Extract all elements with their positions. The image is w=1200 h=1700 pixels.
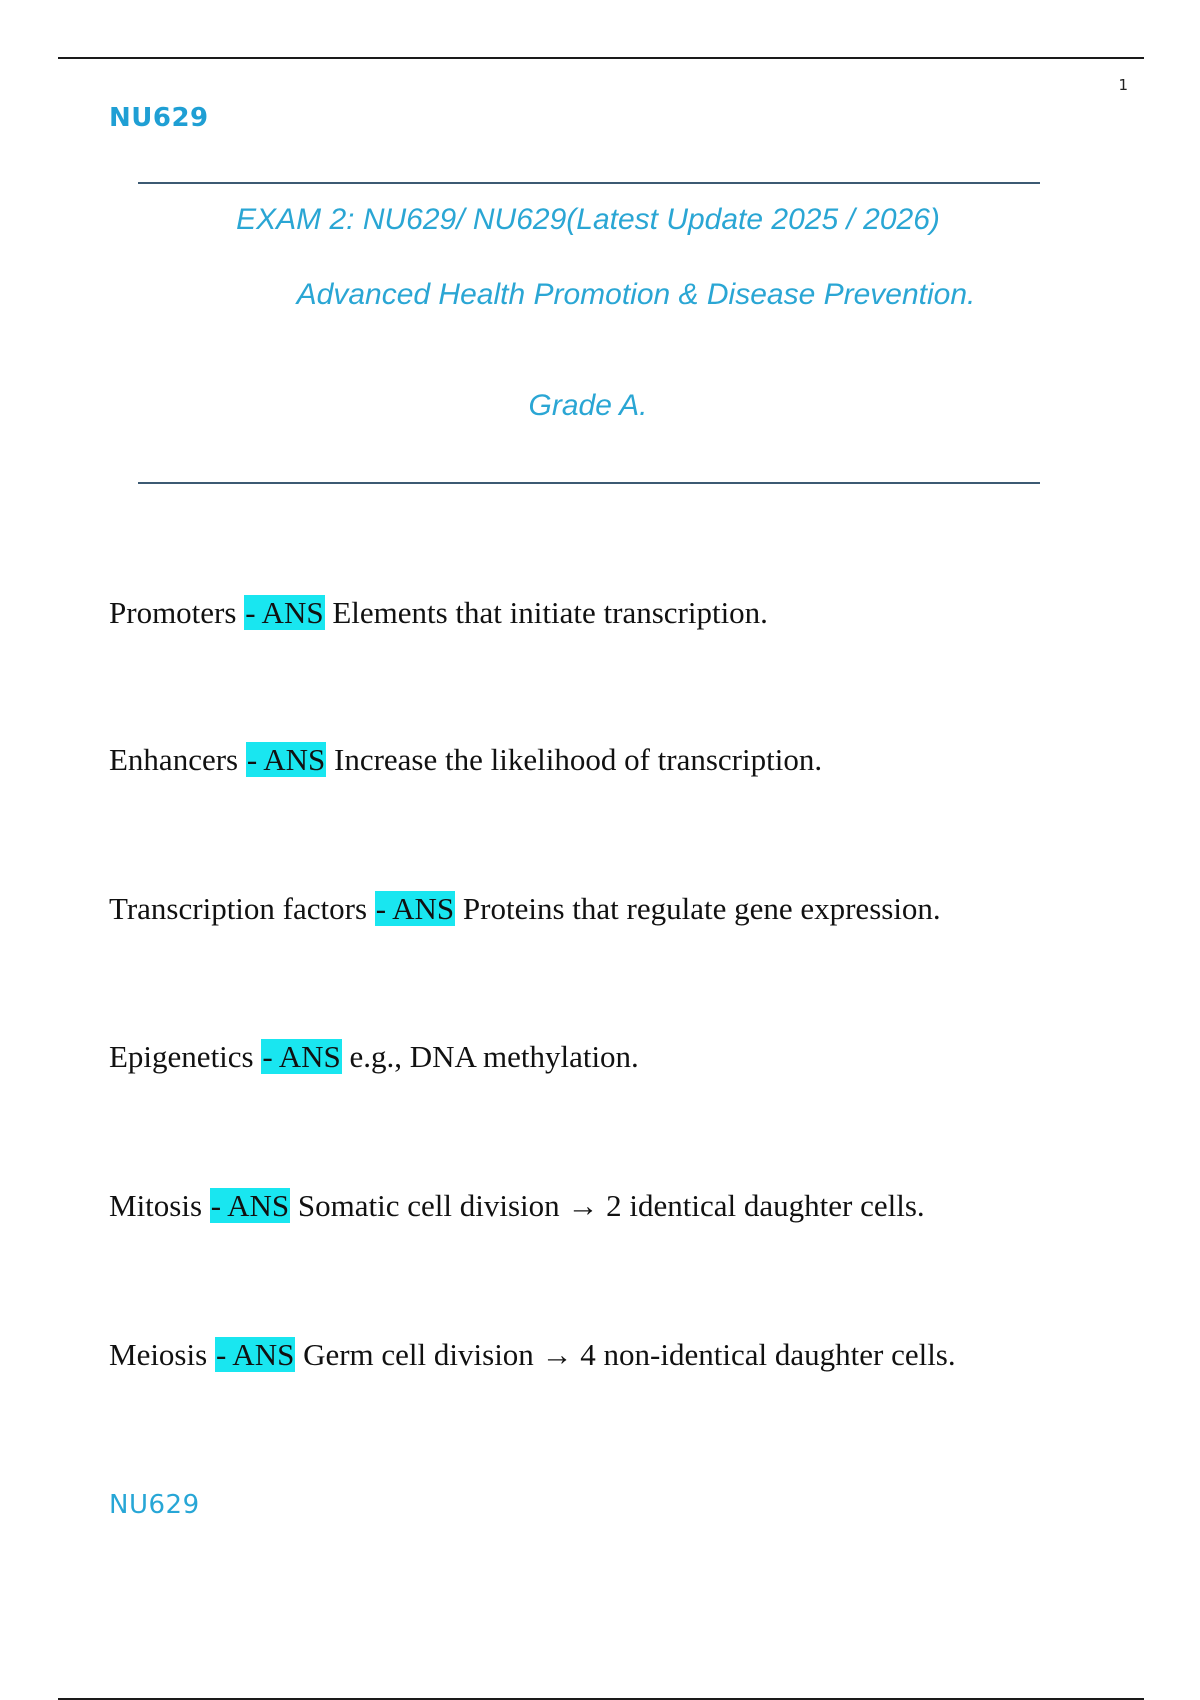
qa-item [109,595,768,631]
qa-answer: Proteins that regulate gene expression. [462,891,941,926]
qa-term: Mitosis [109,1188,203,1223]
qa-term: Transcription factors [109,891,368,926]
qa-item [109,891,941,927]
exam-title: EXAM 2: NU629/ NU629(Latest Update 2025 / 2026) [236,203,940,236]
title-lower-rule [138,482,1040,484]
ans-marker: - ANS [210,1188,290,1223]
ans-marker: - ANS [246,742,326,777]
qa-term: Epigenetics [109,1039,254,1074]
grade-label: Grade A. [528,389,648,422]
ans-marker: - ANS [262,1039,341,1074]
ans-marker: - ANS [245,595,324,630]
header-course-code: NU629 [109,103,209,133]
qa-item [109,742,822,778]
qa-answer: Somatic cell division → 2 identical daughter cells. [297,1188,925,1223]
footer-course-code: NU629 [109,1490,200,1520]
qa-answer: e.g., DNA methylation. [349,1039,639,1074]
qa-answer: Germ cell division → 4 non-identical daughter cells. [303,1337,956,1372]
qa-answer: Elements that initiate transcription. [332,595,768,630]
page-top-rule [58,57,1144,59]
qa-term: Promoters [109,595,237,630]
qa-item [109,1188,925,1224]
ans-marker: - ANS [215,1337,295,1372]
qa-term: Enhancers [109,742,239,777]
qa-item [109,1039,639,1075]
page-number: 1 [1118,76,1128,94]
course-subtitle: Advanced Health Promotion & Disease Prevention. [296,278,976,311]
ans-marker: - ANS [375,891,455,926]
qa-item [109,1337,956,1373]
title-upper-rule [138,182,1040,184]
qa-term: Meiosis [109,1337,208,1372]
qa-answer: Increase the likelihood of transcription. [334,742,823,777]
